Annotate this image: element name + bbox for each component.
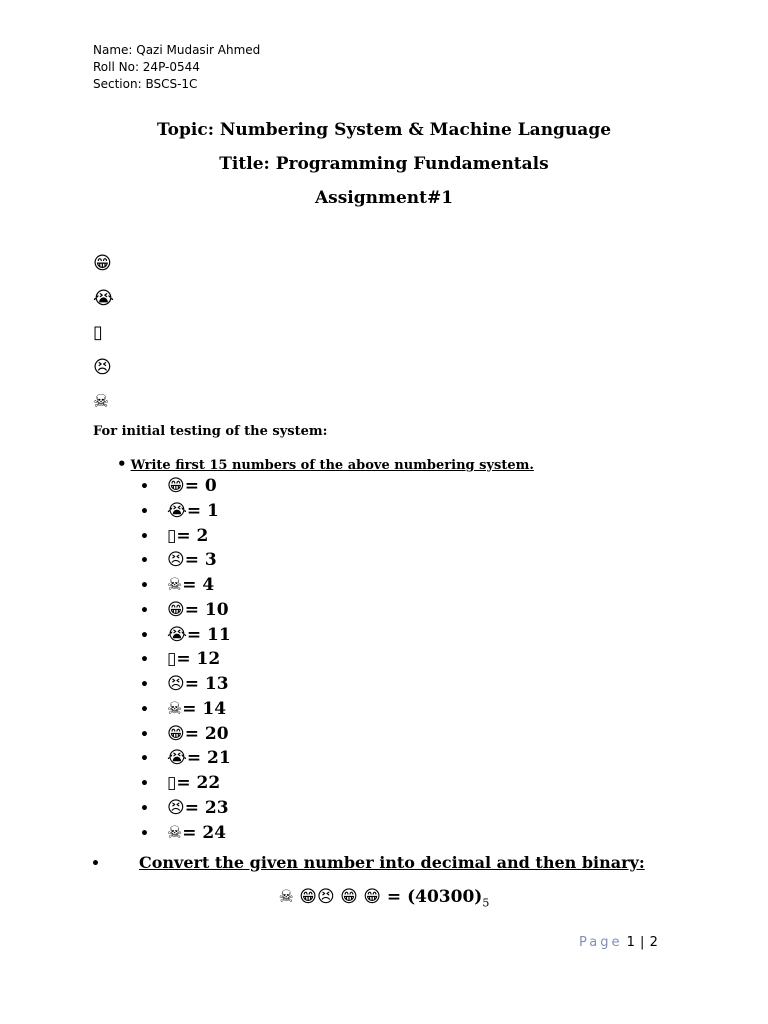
numeral-value: = 12 xyxy=(176,649,221,670)
number-list-item xyxy=(140,548,231,573)
numeral-symbol: ▯ xyxy=(167,525,177,546)
bullet-icon: • xyxy=(140,602,149,619)
page-label: Page xyxy=(579,935,623,950)
number-list-item xyxy=(140,771,231,796)
numeral-symbol: 😁 xyxy=(167,723,185,744)
equation-value: = (40300) xyxy=(386,887,483,907)
number-list-item xyxy=(140,474,231,499)
title-heading: Title: Programming Fundamentals xyxy=(219,154,549,174)
numeral-value: = 22 xyxy=(176,773,221,793)
numeral-value: = 24 xyxy=(182,822,227,843)
numeral-symbol: 😭 xyxy=(167,624,187,645)
bullet-icon: • xyxy=(140,503,149,520)
number-list-item xyxy=(140,672,231,697)
numeral-value: = 23 xyxy=(184,797,229,818)
section: Section: BSCS-1C xyxy=(93,77,198,91)
numeral-symbol: 😁 xyxy=(167,476,185,496)
bullet-icon: • xyxy=(117,455,127,473)
numeral-symbol: 😣 xyxy=(167,674,185,694)
crying-face-icon: 😭 xyxy=(93,287,115,309)
number-list-item xyxy=(140,524,231,549)
student-name: Name: Qazi Mudasir Ahmed xyxy=(93,43,261,57)
topic-heading: Topic: Numbering System & Machine Language xyxy=(156,120,612,140)
numeral-value: = 21 xyxy=(186,748,231,769)
numeral-value: = 10 xyxy=(184,599,229,620)
number-list-item xyxy=(140,573,231,598)
bullet-icon: • xyxy=(140,776,149,792)
missing-glyph-icon: ▯ xyxy=(93,322,103,343)
numeral-symbol: 😣 xyxy=(167,550,185,571)
page-separator: | xyxy=(640,935,645,950)
number-list-item xyxy=(140,598,231,623)
student-info xyxy=(93,42,260,93)
numeral-value: = 1 xyxy=(186,500,219,521)
task-two xyxy=(91,853,645,872)
numeral-symbol: 😁 xyxy=(167,599,185,620)
numeral-value: = 13 xyxy=(184,674,229,694)
bullet-icon: • xyxy=(91,856,100,872)
bullet-icon: • xyxy=(140,652,149,669)
title-block xyxy=(0,118,768,220)
numeral-symbol: ☠ xyxy=(167,822,183,843)
number-list-item xyxy=(140,821,231,846)
numeral-value: = 0 xyxy=(184,476,217,496)
number-list-item xyxy=(140,796,231,821)
persevering-face-icon: 😣 xyxy=(93,356,112,378)
task-one-text: Write first 15 numbers of the above numbering system. xyxy=(130,458,534,473)
conversion-equation xyxy=(0,887,768,909)
bullet-icon: • xyxy=(140,825,149,842)
numeral-symbol: ☠ xyxy=(167,698,183,719)
total-pages: 2 xyxy=(649,935,658,950)
numeral-value: = 2 xyxy=(176,525,209,546)
bullet-icon: • xyxy=(140,578,149,594)
task-one xyxy=(117,455,534,473)
bullet-icon: • xyxy=(140,479,149,495)
intro-text: For initial testing of the system: xyxy=(93,424,328,439)
bullet-icon: • xyxy=(140,528,149,545)
bullet-icon: • xyxy=(140,553,149,570)
grinning-face-icon: 😁 xyxy=(93,253,112,274)
numeral-value: = 11 xyxy=(186,624,231,645)
bullet-icon: • xyxy=(140,677,149,693)
numeral-symbol: 😭 xyxy=(167,500,187,521)
numeral-value: = 3 xyxy=(184,550,217,571)
symbol-list xyxy=(93,252,114,425)
bullet-icon: • xyxy=(140,800,149,817)
number-list xyxy=(140,474,231,845)
current-page: 1 xyxy=(626,935,635,950)
number-list-item xyxy=(140,623,231,648)
bullet-icon: • xyxy=(140,701,149,718)
number-list-item xyxy=(140,697,231,722)
equation-symbols: ☠ 😁😣 😁 😁 xyxy=(278,887,381,907)
numeral-value: = 4 xyxy=(182,575,215,595)
numeral-symbol: ☠ xyxy=(167,575,183,595)
numeral-symbol: ▯ xyxy=(167,773,177,793)
equation-base: 5 xyxy=(482,896,490,910)
page-footer xyxy=(579,935,658,950)
numeral-value: = 14 xyxy=(182,698,227,719)
numeral-symbol: 😣 xyxy=(167,797,185,818)
number-list-item xyxy=(140,722,231,747)
bullet-icon: • xyxy=(140,751,149,768)
bullet-icon: • xyxy=(140,627,149,644)
numeral-symbol: ▯ xyxy=(167,649,177,670)
roll-number: Roll No: 24P-0544 xyxy=(93,60,200,74)
skull-crossbones-icon: ☠ xyxy=(93,391,110,412)
number-list-item xyxy=(140,746,231,771)
task-two-text: Convert the given number into decimal and then binary: xyxy=(139,853,645,872)
assignment-heading: Assignment#1 xyxy=(314,188,454,208)
number-list-item xyxy=(140,499,231,524)
numeral-value: = 20 xyxy=(184,723,229,744)
number-list-item xyxy=(140,647,231,672)
bullet-icon: • xyxy=(140,726,149,743)
numeral-symbol: 😭 xyxy=(167,748,187,769)
